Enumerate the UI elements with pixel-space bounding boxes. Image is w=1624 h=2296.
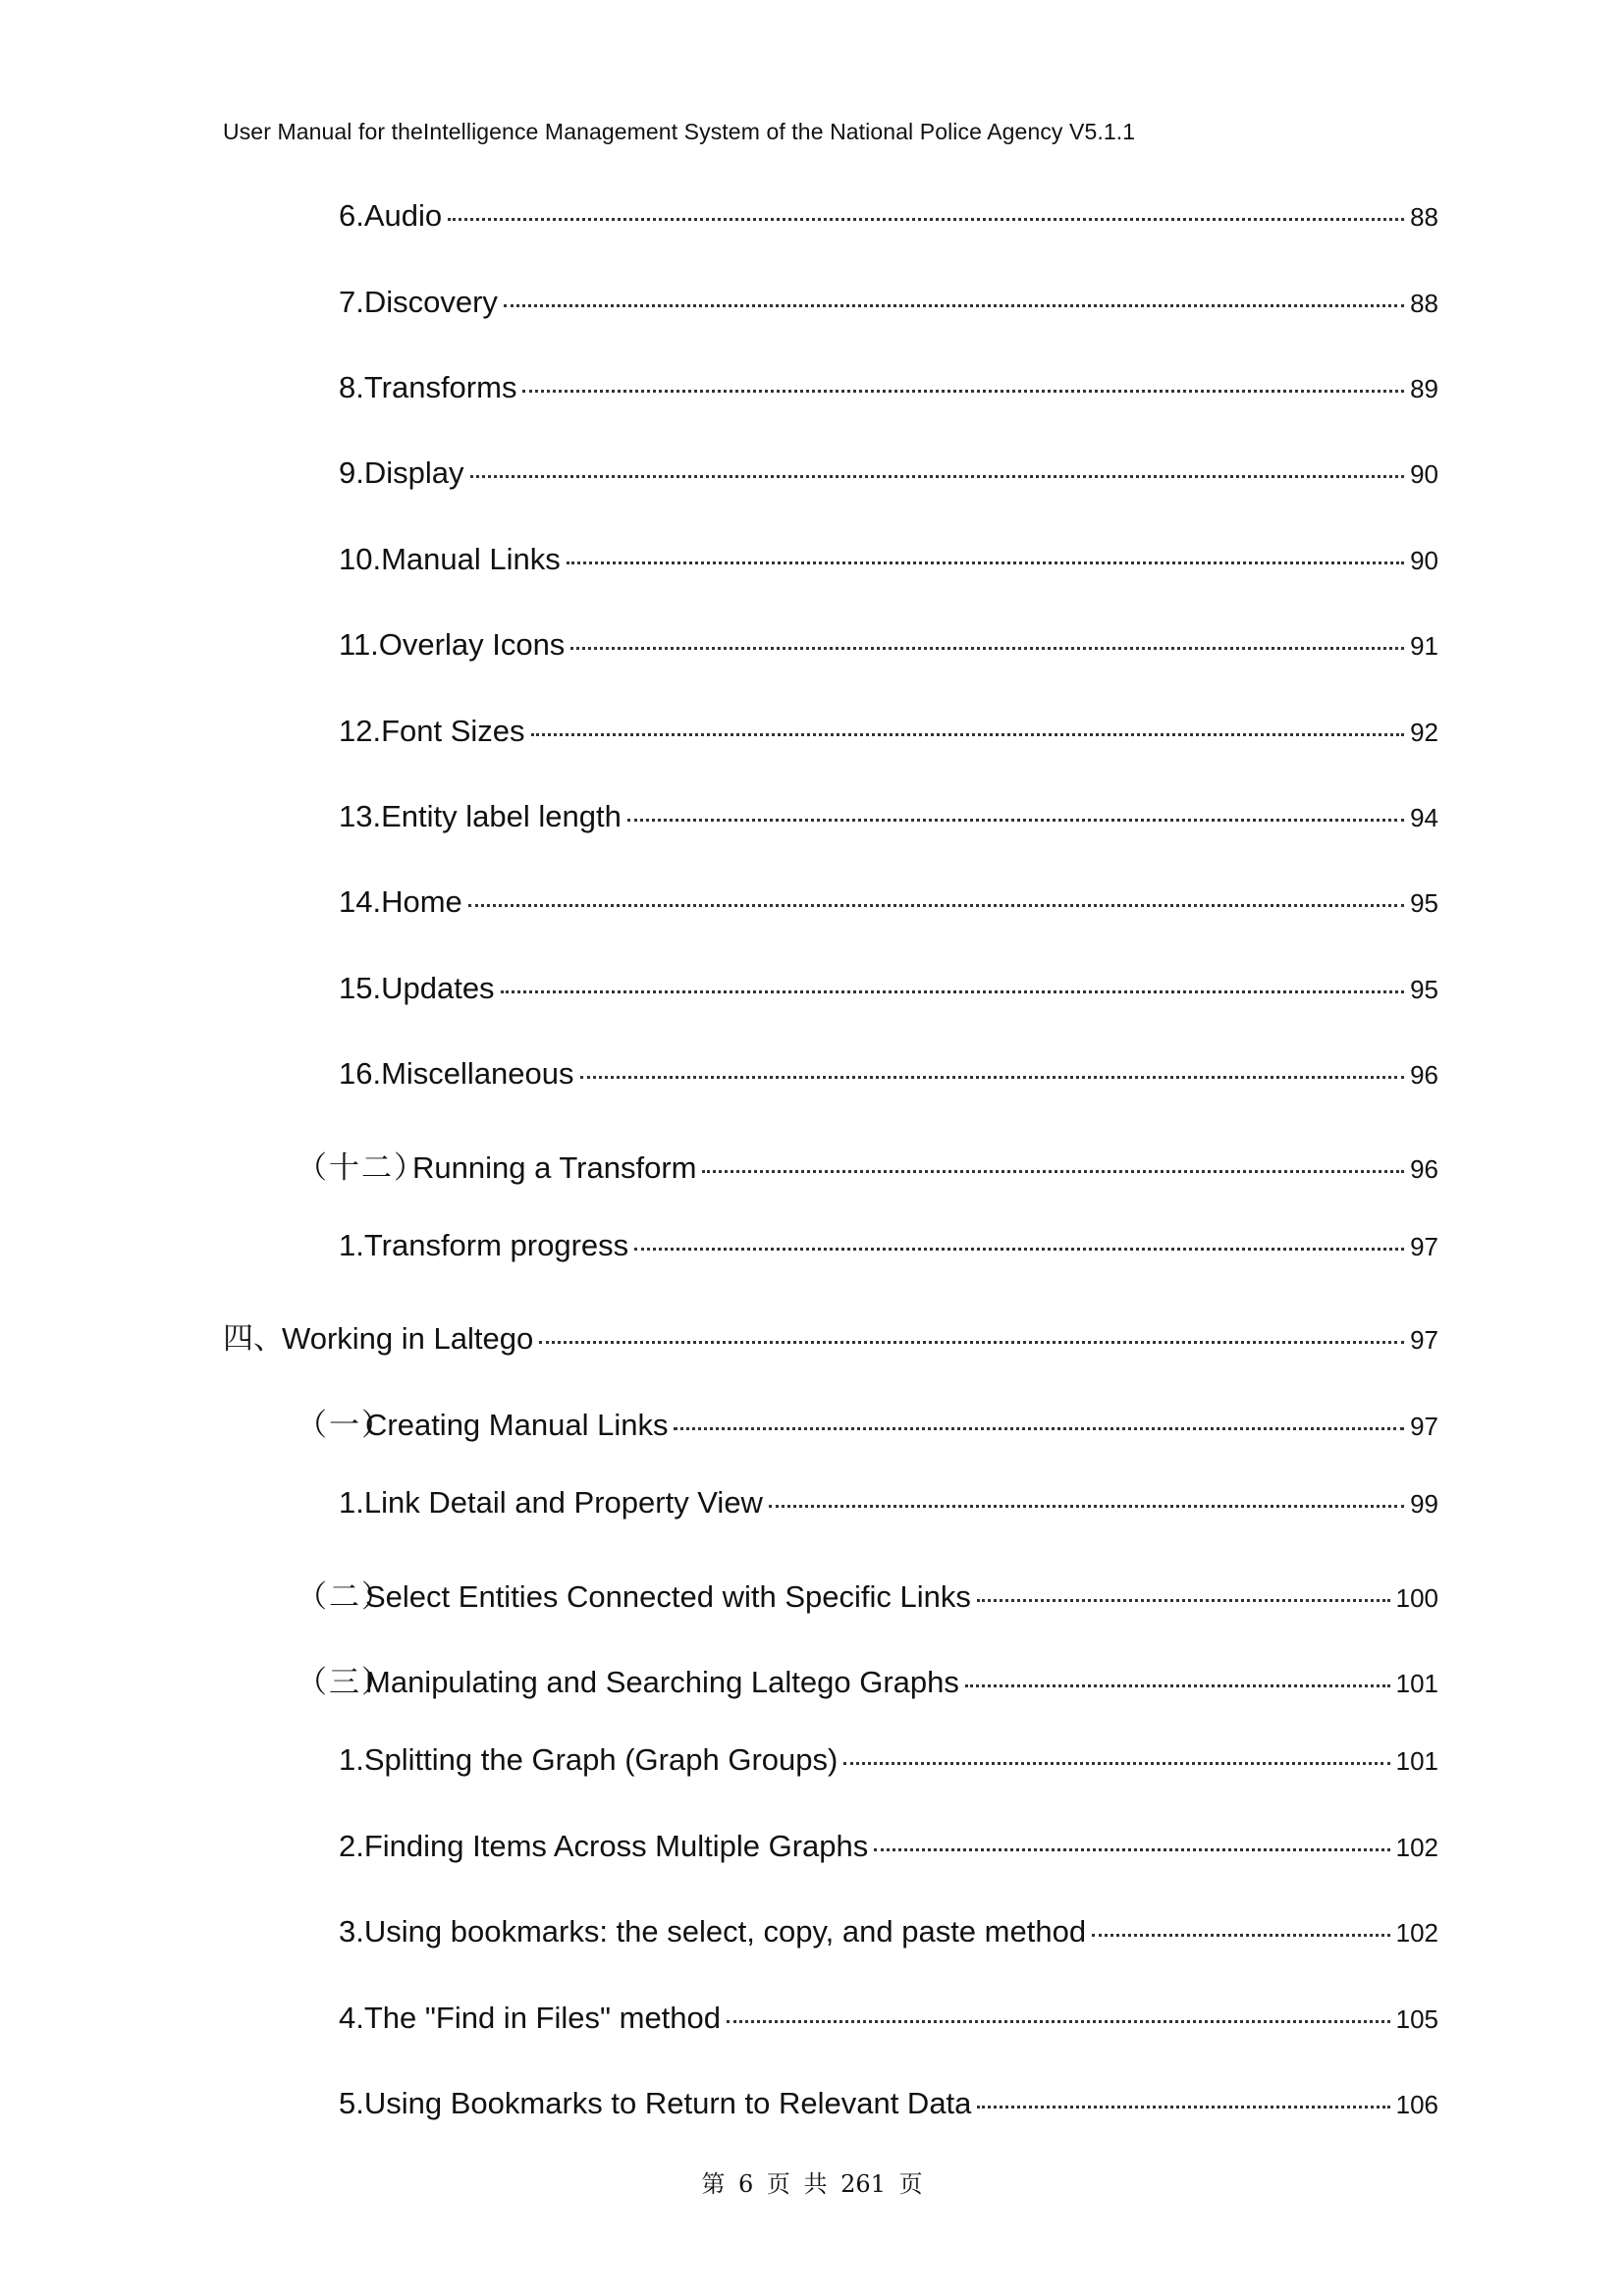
toc-entry-title: 3.Using bookmarks: the select, copy, and paste method [339,1914,1087,1949]
toc-entry-page: 97 [1410,1412,1438,1441]
toc-entry-number: （三） [297,1665,394,1699]
toc-entry-number: （十二） [297,1150,426,1185]
running-header: User Manual for theIntelligence Management System of the National Police Agency V5.1.1 [223,119,1136,144]
toc-entry-title: 2.Finding Items Across Multiple Graphs [339,1829,869,1863]
toc-entry-title: Manipulating and Searching Laltego Graphs [365,1665,959,1699]
toc-entry-title: 16.Miscellaneous [339,1056,574,1091]
dot-leader [977,2106,1389,2109]
toc-entry-page: 102 [1395,1918,1438,1948]
toc-entry-title: Working in Laltego [282,1321,534,1356]
toc-entry[interactable] [339,1914,1438,1953]
dot-leader [977,1599,1390,1602]
toc-entry-title: 15.Updates [339,971,495,1005]
toc-entry-title: 12.Font Sizes [339,714,525,748]
toc-entry-title: 5.Using Bookmarks to Return to Relevant Data [339,2086,972,2120]
dot-leader [567,561,1404,564]
toc-entry-page: 99 [1410,1489,1438,1519]
toc-entry[interactable] [339,714,1438,753]
toc-entry-title: 7.Discovery [339,285,498,319]
dot-leader [539,1341,1404,1344]
toc-entry-page: 101 [1395,1746,1438,1776]
toc-entry[interactable] [339,198,1438,238]
toc-entry[interactable] [339,542,1438,581]
toc-entry-title: 1.Link Detail and Property View [339,1485,763,1520]
toc-entry-title: Creating Manual Links [365,1408,669,1442]
toc-entry-title: 4.The "Find in Files" method [339,2001,722,2035]
dot-leader [769,1505,1404,1508]
toc-entry-title: 13.Entity label length [339,799,622,833]
dot-leader [531,733,1405,736]
toc-entry[interactable] [297,1572,1438,1614]
toc-entry-page: 97 [1410,1325,1438,1355]
toc-entry[interactable] [339,1228,1438,1267]
toc-entry-title: 6.Audio [339,198,443,233]
dot-leader [470,475,1405,478]
dot-leader [965,1684,1390,1687]
dot-leader [522,390,1404,393]
toc-entry-title: 8.Transforms [339,370,517,404]
toc-entry-number: （二） [297,1579,394,1614]
page-footer: 第 6 页 共 261 页 [701,2170,923,2198]
toc-entry[interactable] [339,627,1438,667]
toc-entry-page: 102 [1395,1833,1438,1862]
toc-entry[interactable] [339,1742,1438,1782]
toc-entry-page: 92 [1410,718,1438,747]
toc-entry[interactable] [339,2001,1438,2040]
dot-leader [874,1848,1389,1851]
toc-entry-title: 9.Display [339,455,464,490]
toc-entry-page: 96 [1410,1154,1438,1184]
dot-leader [627,819,1404,822]
toc-entry[interactable] [297,1143,1438,1185]
dot-leader [580,1076,1405,1079]
toc-entry-title: 10.Manual Links [339,542,561,576]
toc-entry-page: 97 [1410,1232,1438,1261]
toc-entry[interactable] [297,1657,1438,1699]
toc-entry[interactable] [339,2086,1438,2125]
toc-entry-page: 94 [1410,803,1438,832]
dot-leader [570,647,1404,650]
toc-entry[interactable] [339,1056,1438,1095]
dot-leader [468,904,1404,907]
toc-entry-page: 90 [1410,546,1438,575]
toc-entry-page: 105 [1395,2004,1438,2034]
toc-entry[interactable] [339,370,1438,409]
toc-entry-page: 89 [1410,374,1438,403]
toc-entry-title: 1.Transform progress [339,1228,629,1262]
toc-entry[interactable] [223,1313,1438,1356]
dot-leader [674,1427,1404,1430]
toc-entry[interactable] [339,884,1438,924]
dot-leader [448,218,1404,221]
dot-leader [702,1170,1404,1173]
toc-entry-page: 100 [1395,1583,1438,1613]
toc-entry-title: Select Entities Connected with Specific Links [365,1579,971,1614]
toc-entry[interactable] [339,971,1438,1010]
toc-entry[interactable] [339,1485,1438,1524]
toc-entry-title: Running a Transform [412,1150,697,1185]
toc-entry[interactable] [339,455,1438,495]
dot-leader [501,990,1405,993]
toc-entry-title: 14.Home [339,884,462,919]
dot-leader [727,2020,1390,2023]
toc-entry-page: 96 [1410,1060,1438,1090]
toc-entry-page: 88 [1410,289,1438,318]
toc-entry-number: （一） [297,1408,394,1442]
toc-entry-title: 11.Overlay Icons [339,627,566,662]
toc-entry-page: 95 [1410,888,1438,918]
toc-entry-page: 95 [1410,975,1438,1004]
toc-entry[interactable] [339,285,1438,324]
toc-entry-page: 106 [1395,2090,1438,2119]
dot-leader [634,1248,1404,1251]
toc-entry-number: 四、 [223,1321,284,1356]
toc-entry-page: 91 [1410,631,1438,661]
dot-leader [843,1762,1389,1765]
dot-leader [1092,1934,1390,1937]
toc-entry-page: 88 [1410,202,1438,232]
toc-entry-page: 101 [1395,1669,1438,1698]
toc-entry-page: 90 [1410,459,1438,489]
toc-entry[interactable] [339,799,1438,838]
dot-leader [504,304,1404,307]
toc-entry[interactable] [339,1829,1438,1868]
toc-entry[interactable] [297,1400,1438,1442]
toc-entry-title: 1.Splitting the Graph (Graph Groups) [339,1742,839,1777]
